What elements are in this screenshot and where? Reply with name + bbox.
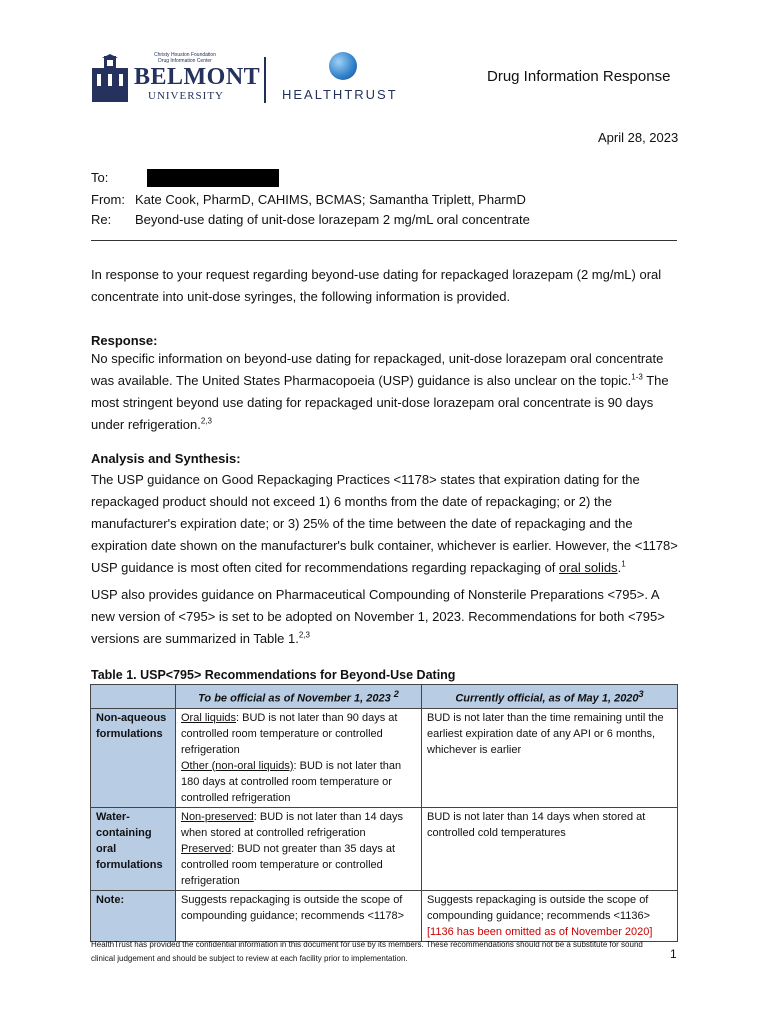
re-value: Beyond-use dating of unit-dose lorazepam 2 mg/mL oral concentrate xyxy=(135,212,530,227)
page-number: 1 xyxy=(670,947,677,961)
table-corner-cell xyxy=(91,685,176,709)
citation-superscript: 1-3 xyxy=(631,372,643,382)
belmont-university-logo xyxy=(88,48,261,108)
column-header-2020: Currently official, as of May 1, 2020$^3$ xyxy=(422,685,678,709)
row-header-note: Note: xyxy=(91,890,176,941)
row-header-non-aqueous: Non-aqueous formulations xyxy=(91,708,176,807)
from-label: From: xyxy=(91,192,125,207)
cell-note-2023: Suggests repackaging is outside the scope of compounding guidance; recommends <1178> xyxy=(176,890,422,941)
cell-non-aqueous-2023: Oral liquids: BUD is not later than 90 days at controlled room temperature or controlled refrigeration Other (non-oral liquids): BUD is not later than 180 days at controlled room temperature or controlled refrigeration xyxy=(176,708,422,807)
healthtrust-wordmark: HEALTHTRUST xyxy=(282,87,398,102)
omission-notice: [1136 has been omitted as of November 2020] xyxy=(427,925,653,938)
table-row xyxy=(91,807,678,890)
to-label: To: xyxy=(91,170,109,185)
analysis-period: . xyxy=(617,560,622,575)
intro-paragraph: In response to your request regarding beyond-use dating for repackaged lorazepam (2 mg/mL) oral concentrate into unit-dose syringes, the following information is provided. xyxy=(91,267,662,304)
citation-superscript: 2,3 xyxy=(200,416,212,426)
table-row xyxy=(91,890,678,941)
response-paragraph xyxy=(91,348,681,436)
redacted-recipient xyxy=(147,169,279,187)
table-caption: Table 1. USP<795> Recommendations for Beyond-Use Dating xyxy=(91,668,456,682)
document-date: April 28, 2023 xyxy=(598,130,679,145)
citation-superscript: 2,3 xyxy=(298,630,310,640)
document-title: Drug Information Response xyxy=(487,68,671,85)
bud-recommendations-table xyxy=(90,684,678,942)
belmont-drug-info-center-text: Christy Houston Foundation Drug Information Center xyxy=(154,52,216,64)
cell-non-aqueous-2020: BUD is not later than the time remaining until the earliest expiration date of any API or 6 months, whichever is earlier xyxy=(422,708,678,807)
logo-divider xyxy=(264,57,266,103)
cell-note-2020: Suggests repackaging is outside the scope of compounding guidance; recommends <1136> [1136 has been omitted as of November 2020] xyxy=(422,890,678,941)
response-heading: Response: xyxy=(91,333,158,348)
analysis-heading: Analysis and Synthesis: xyxy=(91,451,241,466)
usp-paragraph xyxy=(91,584,681,650)
re-label: Re: xyxy=(91,212,112,227)
footer-disclaimer: HealthTrust has provided the confidential information in this document for use by its members. These recommendations should not be a substitute for sound clinical judgement and should be subject to review at each facility prior to implementation. xyxy=(91,940,643,963)
separator-line xyxy=(91,240,677,241)
cell-water-containing-2020: BUD is not later than 14 days when stored at controlled cold temperatures xyxy=(422,807,678,890)
response-text-1: No specific information on beyond-use dating for repackaged, unit-dose lorazepam oral concentrate was available. The United States Pharmacopoeia (USP) guidance is also unclear on the topic. xyxy=(91,351,664,388)
belmont-wordmark: BELMONT xyxy=(134,64,261,90)
citation-superscript: 1 xyxy=(621,559,626,569)
usp-text: USP also provides guidance on Pharmaceutical Compounding of Nonsterile Preparations <795>. A new version of <795> is set to be adopted on November 1, 2023. Recommendations for both <795> versions are summarized in Table 1. xyxy=(91,587,665,646)
belmont-building-icon xyxy=(88,54,132,104)
response-text-2: The most stringent beyond use dating for repackaged unit-dose lorazepam oral concentrate is 90 days under refrigeration. xyxy=(91,373,669,432)
healthtrust-globe-icon xyxy=(329,52,357,80)
column-header-2023: To be official as of November 1, 2023 $^2$ xyxy=(176,685,422,709)
table-header-row xyxy=(91,685,678,709)
table-row xyxy=(91,708,678,807)
analysis-paragraph xyxy=(91,469,681,579)
analysis-text: The USP guidance on Good Repackaging Practices <1178> states that expiration dating for the repackaged product should not exceed 1) 6 months from the date of repackaging; or 2) the manufacturer's expiration date; or 3) 25% of the time between the date of repackaging and the expiration date shown on the manufacturer's bulk container, whichever is earlier. However, the <1178> USP guidance is most often cited for recommendations regarding repackaging of xyxy=(91,472,678,575)
from-value: Kate Cook, PharmD, CAHIMS, BCMAS; Samantha Triplett, PharmD xyxy=(135,192,526,207)
belmont-university-wordmark: UNIVERSITY xyxy=(148,90,224,102)
row-header-water-containing: Water-containing oral formulations xyxy=(91,807,176,890)
healthtrust-logo xyxy=(282,52,412,104)
cell-water-containing-2023: Non-preserved: BUD is not later than 14 days when stored at controlled refrigeration Preserved: BUD not greater than 35 days at controlled room temperature or controlled refrigeration xyxy=(176,807,422,890)
oral-solids-text: oral solids xyxy=(559,560,618,575)
